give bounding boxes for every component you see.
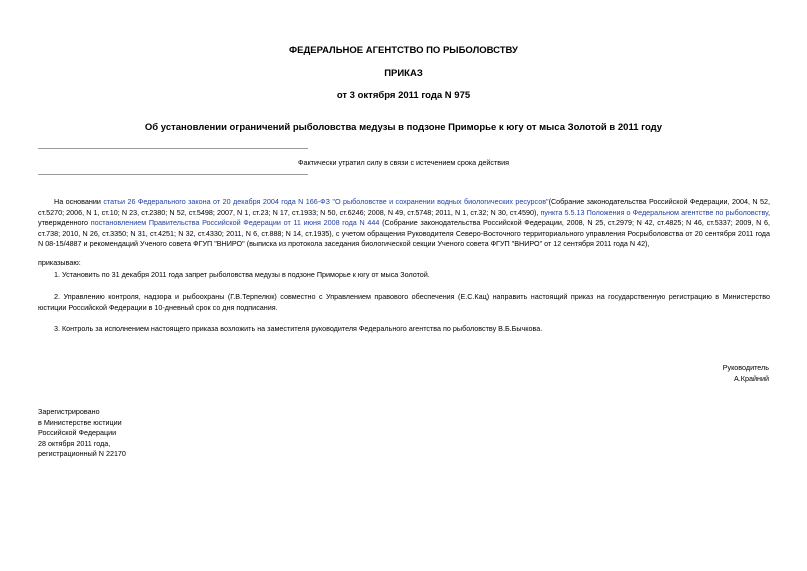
registration-block (38, 407, 126, 460)
registration-line: в Министерстве юстиции (38, 417, 122, 427)
registration-line: Зарегистрировано (38, 407, 100, 416)
registration-line: Российской Федерации (38, 428, 117, 438)
preamble-text-1: На основании (54, 197, 104, 206)
divider-top (38, 148, 308, 149)
law-link[interactable]: статьи 26 Федерального закона от 20 декабря 2004 года N 166-ФЗ "О рыболовстве и сохранении водных биологических ресурсов" (103, 197, 549, 206)
order-word: приказываю: (38, 258, 81, 267)
status-note: Фактически утратил силу в связи с истечением срока действия (298, 158, 509, 167)
document-title: Об установлении ограничений рыболовства медузы в подзоне Приморье к югу от мыса Золотой в 2011 году (144, 122, 663, 133)
preamble-paragraph (38, 197, 770, 250)
registration-line: регистрационный N 22170 (38, 449, 126, 459)
signature-block (723, 363, 769, 384)
document-type: ПРИКАЗ (384, 68, 423, 79)
order-item-3: 3. Контроль за исполнением настоящего приказа возложить на заместителя руководителя Федерального агентства по рыболовству В.Б.Бычкова. (54, 324, 543, 333)
document-date-number: от 3 октября 2011 года N 975 (336, 90, 471, 101)
divider-bottom (38, 174, 308, 175)
order-item-2: 2. Управлению контроля, надзора и рыбоохраны (Г.В.Терпелюк) совместно с Управлением правового обеспечения (Е.С.Кац) направить настоящий приказ на государственную регистрацию в Министерство юстиции Российской Федерации в 10-дневный срок со дня подписания. (38, 292, 770, 312)
regulation-link[interactable]: пункта 5.5.13 Положения о Федеральном агентстве по рыболовству (540, 207, 769, 217)
signer-name: А.Крайний (734, 373, 769, 383)
signer-position: Руководитель (722, 363, 769, 372)
agency-name: ФЕДЕРАЛЬНОЕ АГЕНТСТВО ПО РЫБОЛОВСТВУ (289, 45, 518, 56)
preamble-text-3: , утвержденного (38, 207, 771, 228)
preamble-text-4: (Собрание законодательства Российской Федерации, 2008, N 25, ст.2979; N 42, ст.4825; N 46, ст.5337; 2009, N 6, ст.738; 2010, N 26, ст.3350; N 31, ст.4251; N 32, ст.4330; 2011, N 6, ст.888; N 14, ст.1935), с учетом обращения Руководителя Северо-Восточного территориального управления Росрыболовства от 20 сентября 2011 года N 08-15/4887 и рекомендаций Ученого совета ФГУП "ВНИРО" (выписка из протокола заседания биологической секции Ученого совета ФГУП "ВНИРО" от 12 сентября 2011 года N 42), (38, 218, 770, 249)
registration-line: 28 октября 2011 года, (38, 438, 111, 448)
preamble-text-2: (Собрание законодательства Российской Федерации, 2004, N 52, ст.5270; 2006, N 1, ст.10; N 23, ст.2380; N 52, ст.5498; 2007, N 1, ст.23; N 17, ст.1933; N 50, ст.6246; 2008, N 49, ст.5748; 2011, N 1, ст.32; N 30, ст.4590), (38, 197, 770, 217)
resolution-link[interactable]: постановлением Правительства Российской Федерации от 11 июня 2008 года N 444 (90, 218, 380, 228)
order-item-1: 1. Установить по 31 декабря 2011 года запрет рыболовства медузы в подзоне Приморье к югу от мыса Золотой. (54, 270, 430, 279)
